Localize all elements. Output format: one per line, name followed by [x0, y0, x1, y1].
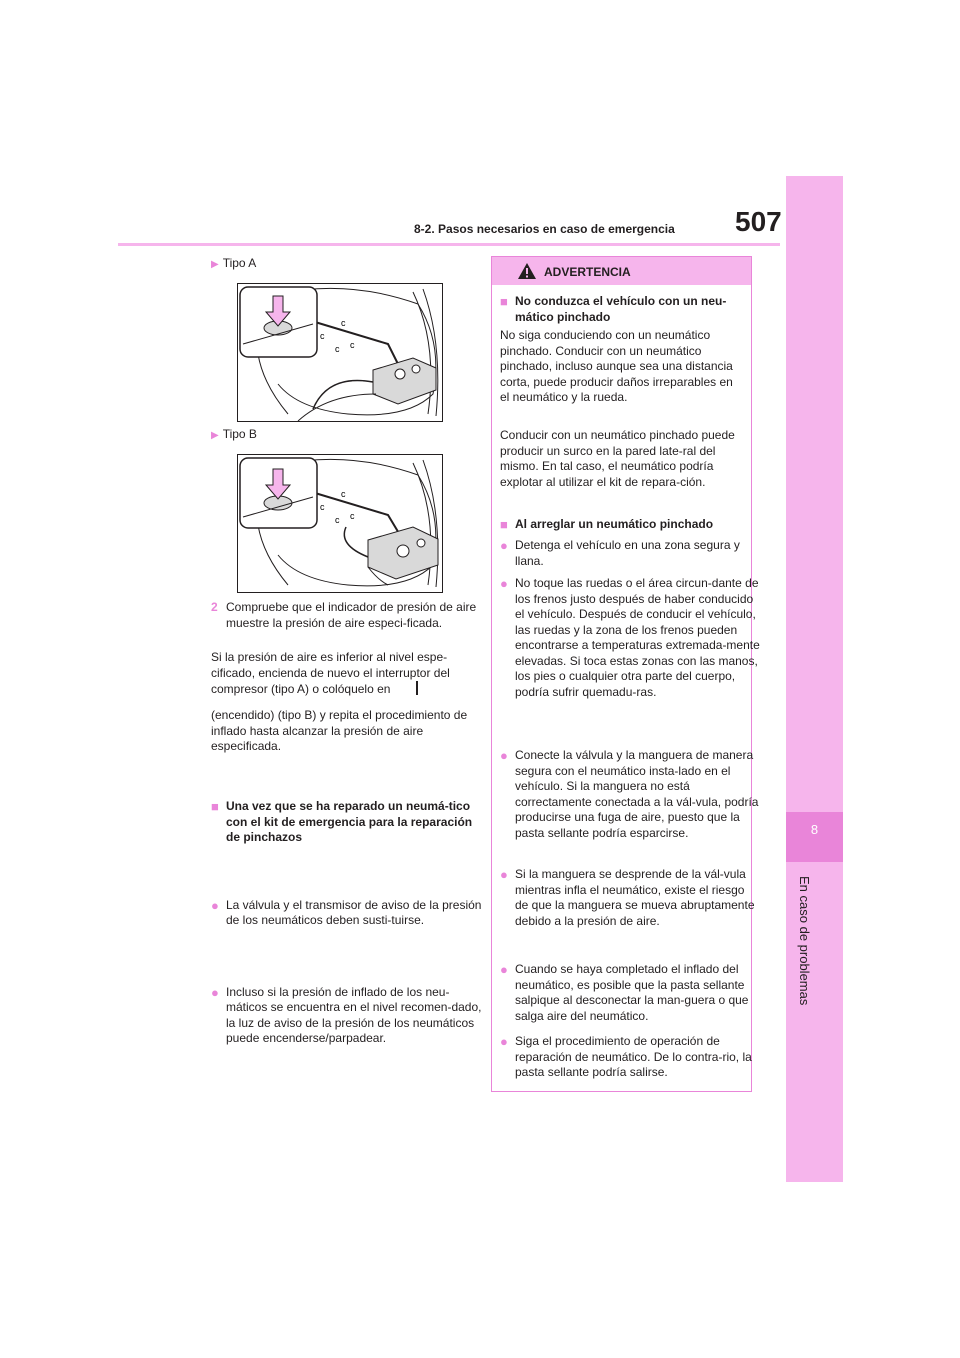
- circle-bullet-icon: ●: [211, 984, 219, 1000]
- step-number: 2: [211, 600, 218, 614]
- svg-text:c: c: [350, 511, 355, 521]
- side-tab: [786, 176, 843, 1182]
- chapter-number: 8: [810, 822, 819, 837]
- paragraph-1a-text: Si la presión de aire es inferior al nivel espe-cificado, encienda de nuevo el interruptor del compresor (tipo A) o colóquelo en: [211, 650, 450, 696]
- warning-bullet-2: [500, 576, 760, 700]
- circle-bullet-icon: ●: [500, 538, 508, 553]
- type-b-label: Tipo B: [222, 427, 257, 441]
- circle-bullet-icon: ●: [500, 962, 508, 977]
- step-2-text: Compruebe que el indicador de presión de aire muestre la presión de aire especi-ficada.: [226, 600, 477, 630]
- warning-paragraph-1: No siga conduciendo con un neumático pinchado. Conducir con un neumático pinchado, incluso aunque sea una distancia corta, puede producir daños irreparables en el neumático y la rueda.: [500, 328, 733, 404]
- compressor-type-b-image: [238, 455, 442, 592]
- page-number: 507: [735, 206, 782, 237]
- chapter-number-box: [786, 812, 843, 862]
- warning-bullet-2-text: No toque las ruedas o el área circun-dante de los frenos justo después de haber conducido el vehículo. Después de conducir el vehículo, las ruedas y la zona de los frenos pueden encontrarse a temperaturas extremada-mente elevadas. Si toca estas zonas con las manos, los pies o cualquier otra parte del cuerpo, podría sufrir quemadu-ras.: [515, 576, 760, 699]
- square-bullet-icon: ■: [211, 799, 219, 814]
- warning-heading-1-text: No conduzca el vehículo con un neu-mático pinchado: [515, 294, 727, 324]
- warning-box: [491, 256, 760, 1092]
- warning-bullet-1: [500, 538, 760, 569]
- left-heading: [211, 799, 486, 846]
- compressor-type-a-image: [238, 284, 442, 421]
- warning-bullet-5: [500, 962, 760, 1024]
- on-symbol-icon: [416, 681, 418, 695]
- svg-text:c: c: [335, 344, 340, 354]
- section-title: 8-2. Pasos necesarios en caso de emergencia: [414, 222, 675, 236]
- left-bullet-1-text: La válvula y el transmisor de aviso de la presión de los neumáticos deben susti-tuirse.: [226, 897, 482, 927]
- warning-bullet-4: [500, 867, 760, 929]
- left-bullet-2-text: Incluso si la presión de inflado de los neu-máticos se encuentra en el nivel recomen-dado, la luz de aviso de la presión de los neumáticos puede encenderse/parpadear.: [226, 984, 482, 1045]
- warning-bullet-4-text: Si la manguera se desprende de la vál-vula mientras infla el neumático, existe el riesgo de que la manguera se mueva abruptamente debido a la presión de aire.: [515, 867, 755, 928]
- warning-bullet-3-text: Conecte la válvula y la manguera de manera segura con el neumático insta-lado en el vehículo. Si la manguera no está correctamente conectada a la vál-vula, podría producirse una fuga de aire, puesto que la pasta sellante podría esparcirse.: [515, 748, 759, 840]
- header-rule: [118, 243, 780, 246]
- type-a-illustration: [237, 283, 443, 422]
- paragraph-1a: [211, 650, 471, 698]
- warning-title: ADVERTENCIA: [544, 265, 631, 279]
- warning-bullet-6: [500, 1034, 760, 1081]
- type-b-illustration: [237, 454, 443, 593]
- warning-bullet-5-text: Cuando se haya completado el inflado del neumático, es posible que la pasta sellante salpique al desconectar la man-guera o que salga aire del neumático.: [515, 962, 749, 1023]
- left-bullet-2: [211, 985, 486, 1047]
- type-b-caption: [211, 427, 471, 444]
- svg-text:c: c: [350, 340, 355, 350]
- triangle-bullet-icon: ▶: [211, 259, 219, 270]
- svg-text:c: c: [320, 331, 325, 341]
- square-bullet-icon: ■: [500, 294, 508, 309]
- circle-bullet-icon: ●: [500, 576, 508, 591]
- paragraph-1b: [211, 708, 471, 755]
- svg-text:c: c: [335, 515, 340, 525]
- type-a-caption: [211, 256, 471, 273]
- warning-triangle-icon: [517, 262, 537, 280]
- circle-bullet-icon: ●: [211, 897, 219, 913]
- warning-header: [492, 257, 751, 285]
- circle-bullet-icon: ●: [500, 867, 508, 882]
- warning-bullet-3: [500, 748, 760, 841]
- chapter-title: En caso de problemas: [797, 876, 812, 1006]
- warning-bullet-6-text: Siga el procedimiento de operación de reparación de neumático. De lo contra-rio, la pasta sellante podría salirse.: [515, 1034, 752, 1079]
- warning-bullet-1-text: Detenga el vehículo en una zona segura y llana.: [515, 538, 740, 568]
- paragraph-1b-text: (encendido) (tipo B) y repita el procedimiento de inflado hasta alcanzar la presión de aire especificada.: [211, 708, 468, 753]
- svg-text:c: c: [320, 502, 325, 512]
- step-2: [211, 600, 486, 631]
- circle-bullet-icon: ●: [500, 748, 508, 763]
- triangle-bullet-icon: ▶: [211, 430, 219, 441]
- warning-heading-1: [500, 294, 760, 325]
- warning-heading-2: [500, 517, 760, 533]
- circle-bullet-icon: ●: [500, 1034, 508, 1049]
- warning-paragraph-2: Conducir con un neumático pinchado puede producir un surco en la pared late-ral del mismo. En tal caso, el neumático podría explotar al utilizar el kit de repara-ción.: [500, 428, 735, 489]
- warning-heading-2-text: Al arreglar un neumático pinchado: [515, 517, 714, 531]
- left-heading-text: Una vez que se ha reparado un neumá-tico con el kit de emergencia para la reparación de pinchazos: [226, 799, 473, 844]
- square-bullet-icon: ■: [500, 517, 508, 532]
- svg-text:c: c: [341, 318, 346, 328]
- left-bullet-1: [211, 898, 486, 929]
- svg-text:c: c: [341, 489, 346, 499]
- type-a-label: Tipo A: [222, 256, 257, 270]
